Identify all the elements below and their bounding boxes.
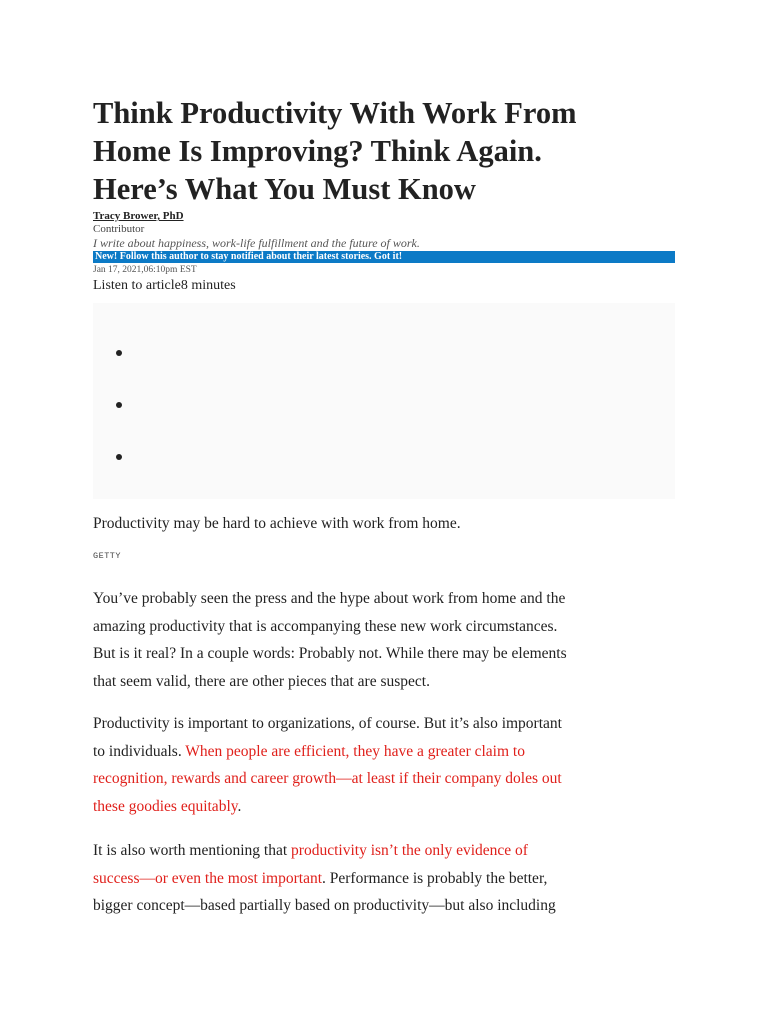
- paragraph-line: [93, 837, 683, 865]
- title-line-1: Think Productivity With Work From: [93, 96, 577, 130]
- image-credit: GETTY: [93, 551, 122, 561]
- listen-to-article[interactable]: Listen to article8 minutes: [93, 278, 236, 293]
- paragraph-line: [93, 793, 683, 821]
- highlighted-link[interactable]: recognition, rewards and career growth—at least if their company doles out: [93, 770, 562, 787]
- image-caption: Productivity may be hard to achieve with work from home.: [93, 515, 461, 532]
- paragraph-line: But is it real? In a couple words: Probably not. While there may be elements: [93, 645, 567, 662]
- share-bullet-3[interactable]: [116, 454, 122, 460]
- plain-text: It is also worth mentioning that: [93, 842, 292, 859]
- highlighted-link[interactable]: success—or even the most important: [93, 869, 323, 887]
- share-panel: [93, 303, 675, 499]
- paragraph-line: [93, 738, 683, 766]
- plain-text: .: [237, 797, 242, 815]
- author-link[interactable]: Tracy Brower, PhD: [93, 210, 184, 222]
- highlighted-link[interactable]: these goodies equitably: [93, 797, 238, 815]
- paragraph-line: amazing productivity that is accompanying these new work circumstances.: [93, 617, 558, 635]
- paragraph-3: [93, 837, 683, 920]
- article-title: [93, 94, 675, 208]
- title-line-2: Home Is Improving? Think Again.: [93, 134, 542, 168]
- paragraph-line: Productivity is important to organizations, of course. But it’s also important: [93, 715, 562, 732]
- highlighted-link[interactable]: productivity isn’t the only evidence of: [291, 842, 528, 859]
- paragraph-1: [93, 585, 683, 695]
- share-bullet-2[interactable]: [116, 402, 122, 408]
- follow-author-banner[interactable]: New! Follow this author to stay notified about their latest stories. Got it!: [93, 251, 675, 263]
- paragraph-line: bigger concept—based partially based on productivity—but also including: [93, 897, 556, 914]
- paragraph-line: [93, 865, 683, 893]
- plain-text: . Performance is probably the better,: [322, 869, 548, 887]
- title-line-3: Here’s What You Must Know: [93, 172, 476, 206]
- paragraph-line: that seem valid, there are other pieces that are suspect.: [93, 672, 430, 690]
- author-role: Contributor: [93, 223, 145, 235]
- publish-date: Jan 17, 2021,06:10pm EST: [93, 265, 197, 275]
- share-bullet-1[interactable]: [116, 350, 122, 356]
- paragraph-line: You’ve probably seen the press and the hype about work from home and the: [93, 590, 566, 607]
- plain-text: to individuals.: [93, 742, 186, 760]
- highlighted-link[interactable]: When people are efficient, they have a greater claim to: [185, 742, 525, 760]
- article-header: [93, 94, 675, 295]
- paragraph-2: [93, 710, 683, 820]
- author-bio: I write about happiness, work-life fulfillment and the future of work.: [93, 236, 420, 250]
